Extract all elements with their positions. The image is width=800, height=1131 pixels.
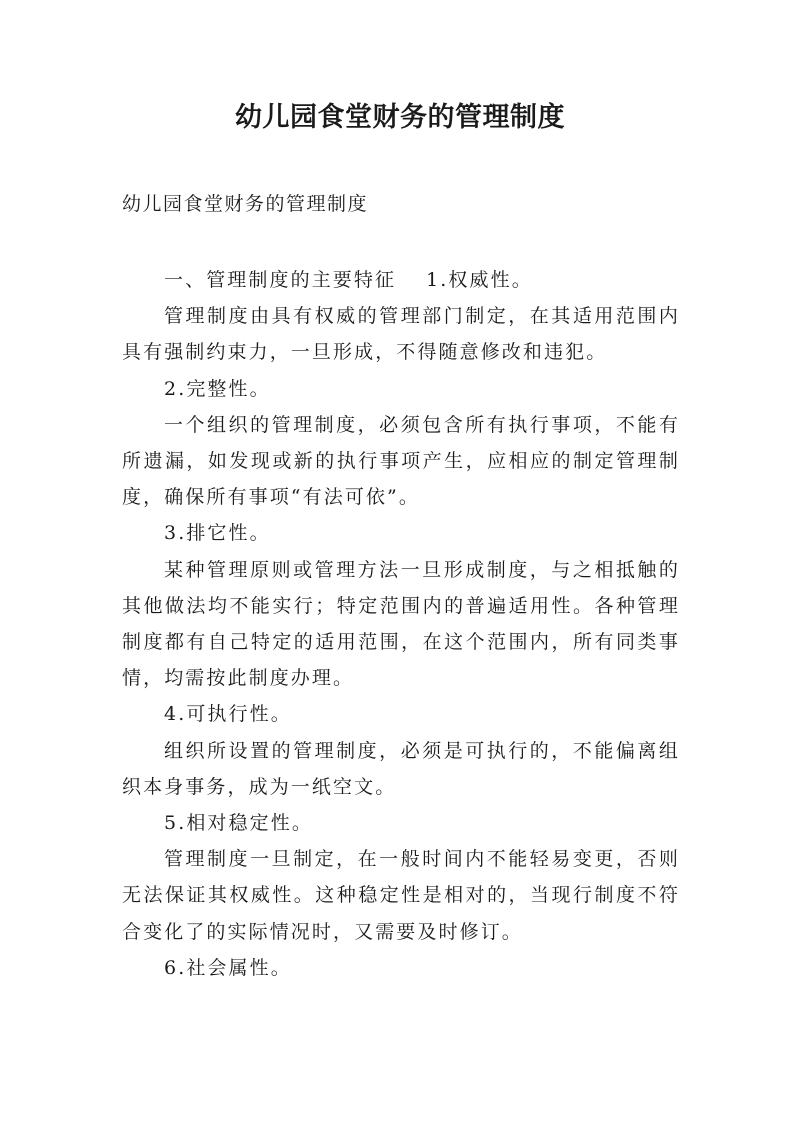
document-body (122, 262, 680, 986)
feature-2-heading: 2.完整性。 (164, 377, 271, 400)
feature-4-heading: 4.可执行性。 (164, 703, 292, 726)
feature-6-heading: 6.社会属性。 (164, 956, 292, 979)
feature-1-text: 管理制度由具有权威的管理部门制定，在其适用范围内具有强制约束力，一旦形成，不得随意修改和违犯。 (122, 305, 680, 364)
feature-5-heading: 5.相对稳定性。 (164, 812, 313, 835)
document-title: 幼儿园食堂财务的管理制度 (235, 102, 565, 133)
section-heading: 一、管理制度的主要特征 (164, 269, 397, 291)
feature-5-text: 管理制度一旦制定，在一般时间内不能轻易变更，否则无法保证其权威性。这种稳定性是相对的，当现行制度不符合变化了的实际情况时，又需要及时修订。 (122, 848, 680, 943)
feature-3-heading: 3.排它性。 (164, 522, 271, 545)
section-heading-line (122, 262, 680, 298)
feature-4-text: 组织所设置的管理制度，必须是可执行的，不能偏离组织本身事务，成为一纸空文。 (122, 739, 680, 798)
feature-3-text: 某种管理原则或管理方法一旦形成制度，与之相抵触的其他做法均不能实行；特定范围内的普遍适用性。各种管理制度都有自己特定的适用范围，在这个范围内，所有同类事情，均需按此制度办理。 (122, 558, 680, 690)
feature-2-text: 一个组织的管理制度，必须包含所有执行事项，不能有所遗漏，如发现或新的执行事项产生，应相应的制定管理制度，确保所有事项“有法可依”。 (122, 413, 680, 509)
document-subtitle: 幼儿园食堂财务的管理制度 (122, 193, 369, 215)
feature-1-heading: 1.权威性。 (426, 269, 533, 291)
